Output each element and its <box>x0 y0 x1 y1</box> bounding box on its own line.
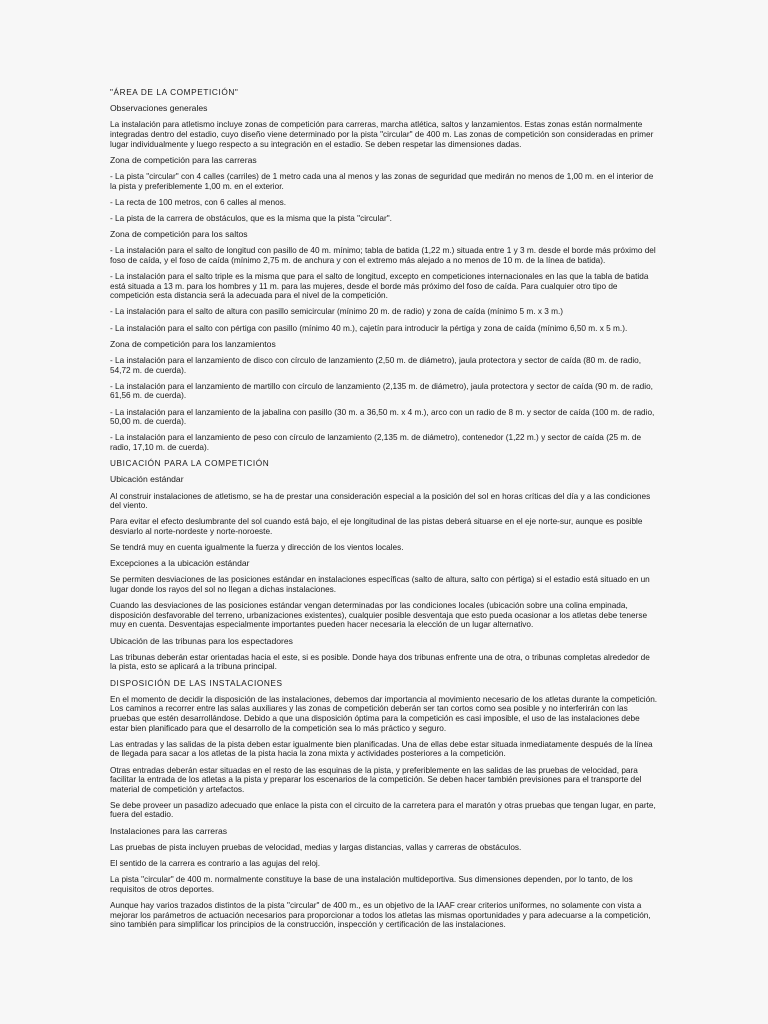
paragraph: La pista "circular" de 400 m. normalmente constituye la base de una instalación multideportiva. Sus dimensiones dependen, por lo tanto, de los requisitos de otros deportes. <box>110 875 633 894</box>
paragraph: Se permiten desviaciones de las posiciones estándar en instalaciones específicas (salto de altura, salto con pértiga) si el estadio está situado en un lugar donde los rayos del sol no llegan a dichas instalaciones. <box>110 575 650 595</box>
paragraph: - La instalación para el salto de altura con pasillo semicircular (mínimo 20 m. de radio) y zona de caída (mínimo 5 m. x 3 m.) <box>110 307 564 317</box>
subheading: Observaciones generales <box>110 103 208 114</box>
subheading: Instalaciones para las carreras <box>110 825 228 836</box>
paragraph: - La instalación para el salto triple es la misma que para el salto de longitud, excepto en competiciones internacionales en las que la tabla de batida está situada a 13 m. para los hombres y 11 m. para las mujeres, desde el borde más próximo del foso de caída. Para cualquier otro tipo de competición esta distancia será la adecuada para el nivel de la competición. <box>110 272 649 301</box>
subheading: Zona de competición para los lanzamientos <box>110 338 276 349</box>
subheading: Excepciones a la ubicación estándar <box>110 558 250 569</box>
paragraph: Para evitar el efecto deslumbrante del sol cuando está bajo, el eje longitudinal de las pistas deberá situarse en el eje norte-sur, aunque es posible desviarlo al norte-nordeste y norte-noroeste. <box>110 517 643 536</box>
paragraph: Se debe proveer un pasadizo adecuado que enlace la pista con el circuito de la carretera para el maratón y otras pruebas que tengan lugar, en parte, fuera del estadio. <box>110 800 656 820</box>
paragraph: Otras entradas deberán estar situadas en el resto de las esquinas de la pista, y preferiblemente en las salidas de las pruebas de velocidad, para facilitar la entrada de los atletas a la pista y preparar los escenarios de la competición. Se deben hacer también previsiones para el transporte del material de competición y artefactos. <box>110 765 642 794</box>
paragraph: Las entradas y las salidas de la pista deben estar igualmente bien planificadas. Una de ellas debe estar situada inmediatamente después de la línea de llegada para sacar a los atletas de la pista hacia la zona mixta y actividades posteriores a la competición. <box>110 739 653 759</box>
paragraph: La instalación para atletismo incluye zonas de competición para carreras, marcha atlética, saltos y lanzamientos. Estas zonas están normalmente integradas dentro del estadio, cuyo diseño viene determinado por la pista "circular" de 400 m. Las zonas de competición son consideradas en primer lugar individualmente y luego respecto a su integración en el estadio. Se deben respetar las dimensiones dadas. <box>110 120 654 149</box>
paragraph: Aunque hay varios trazados distintos de la pista "circular" de 400 m., es un objetivo de la IAAF crear criterios uniformes, no solamente con vista a mejorar los parámetros de actuación necesarios para proporcionar a todos los atletas las mismas oportunidades y para adecuarse a la competición, sino también para simplificar los principios de la construcción, inspección y certificación de las instalaciones. <box>110 901 651 930</box>
subheading: Ubicación de las tribunas para los espectadores <box>110 635 293 646</box>
paragraph: - La pista "circular" con 4 calles (carriles) de 1 metro cada una al menos y las zonas de seguridad que medirán no menos de 1,00 m. en el interior de la pista y preferiblemente 1,00 m. en el exterior. <box>110 171 654 191</box>
paragraph: Cuando las desviaciones de las posiciones estándar vengan determinadas por las condiciones locales (ubicación sobre una colina empinada, disposición desfavorable del terreno, urbanizaciones existentes), cualquier posible desventaja que esto pueda ocasionar a los atletas debe tenerse muy en cuenta. Desventajas especialmente importantes pueden hacer necesaria la elección de un lugar alternativo. <box>110 601 648 630</box>
paragraph: El sentido de la carrera es contrario a las agujas del reloj. <box>110 859 321 869</box>
paragraph: - La instalación para el lanzamiento de disco con círculo de lanzamiento (2,50 m. de diámetro), jaula protectora y sector de caída (80 m. de radio, 54,72 m. de cuerda). <box>110 356 642 375</box>
subheading: Zona de competición para los saltos <box>110 229 248 240</box>
paragraph: - La instalación para el lanzamiento de la jabalina con pasillo (30 m. a 36,50 m. x 4 m.), arco con un radio de 8 m. y sector de caída (100 m. de radio, 50,00 m. de cuerda). <box>110 407 655 427</box>
subheading: Zona de competición para las carreras <box>110 154 257 165</box>
document-body <box>110 88 658 936</box>
paragraph: - La pista de la carrera de obstáculos, que es la misma que la pista "circular". <box>110 213 392 223</box>
paragraph: - La recta de 100 metros, con 6 calles al menos. <box>110 197 287 207</box>
paragraph: - La instalación para el salto con pértiga con pasillo (mínimo 40 m.), cajetín para introducir la pértiga y zona de caída (mínimo 6,50 m. x 5 m.). <box>110 323 628 333</box>
paragraph: - La instalación para el salto de longitud con pasillo de 40 m. mínimo; tabla de batida (1,22 m.) situada entre 1 y 3 m. desde el borde más próximo del foso de caída, y el foso de caída (mínimo 2,75 m. de anchura y con el extremo más alejado a no menos de 10 m. de la línea de batida). <box>110 246 656 265</box>
section-title: DISPOSICIÓN DE LAS INSTALACIONES <box>110 678 283 688</box>
section-title: "ÁREA DE LA COMPETICIÓN" <box>110 88 239 97</box>
subheading: Ubicación estándar <box>110 474 184 485</box>
paragraph: Al construir instalaciones de atletismo, se ha de prestar una consideración especial a la posición del sol en horas críticas del día y a las condiciones del viento. <box>110 491 651 511</box>
paragraph: Se tendrá muy en cuenta igualmente la fuerza y dirección de los vientos locales. <box>110 543 404 553</box>
paragraph: - La instalación para el lanzamiento de martillo con círculo de lanzamiento (2,135 m. de diámetro), jaula protectora y sector de caída (90 m. de radio, 61,56 m. de cuerda). <box>110 381 653 401</box>
paragraph: - La instalación para el lanzamiento de peso con círculo de lanzamiento (2,135 m. de diámetro), contenedor (1,22 m.) y sector de caída (25 m. de radio, 17,10 m. de cuerda). <box>110 433 642 452</box>
paragraph: Las tribunas deberán estar orientadas hacia el este, si es posible. Donde haya dos tribunas enfrente una de otra, o tribunas completas alrededor de la pista, esto se aplicará a la tribuna principal. <box>110 652 650 672</box>
paragraph: Las pruebas de pista incluyen pruebas de velocidad, medias y largas distancias, vallas y carreras de obstáculos. <box>110 842 522 852</box>
section-title: UBICACIÓN PARA LA COMPETICIÓN <box>110 459 270 469</box>
paragraph: En el momento de decidir la disposición de las instalaciones, debemos dar importancia al movimiento necesario de los atletas durante la competición. Los caminos a recorrer entre las salas auxiliares y las zonas de competición deberán ser tan cortos como sea posible y no interferirán con las pruebas que estén desarrollándose. Debido a que una disposición óptima para la competición es casi imposible, el uso de las instalaciones debe estar bien planificado para que el desarrollo de la competición sea lo más práctico y seguro. <box>110 694 658 733</box>
